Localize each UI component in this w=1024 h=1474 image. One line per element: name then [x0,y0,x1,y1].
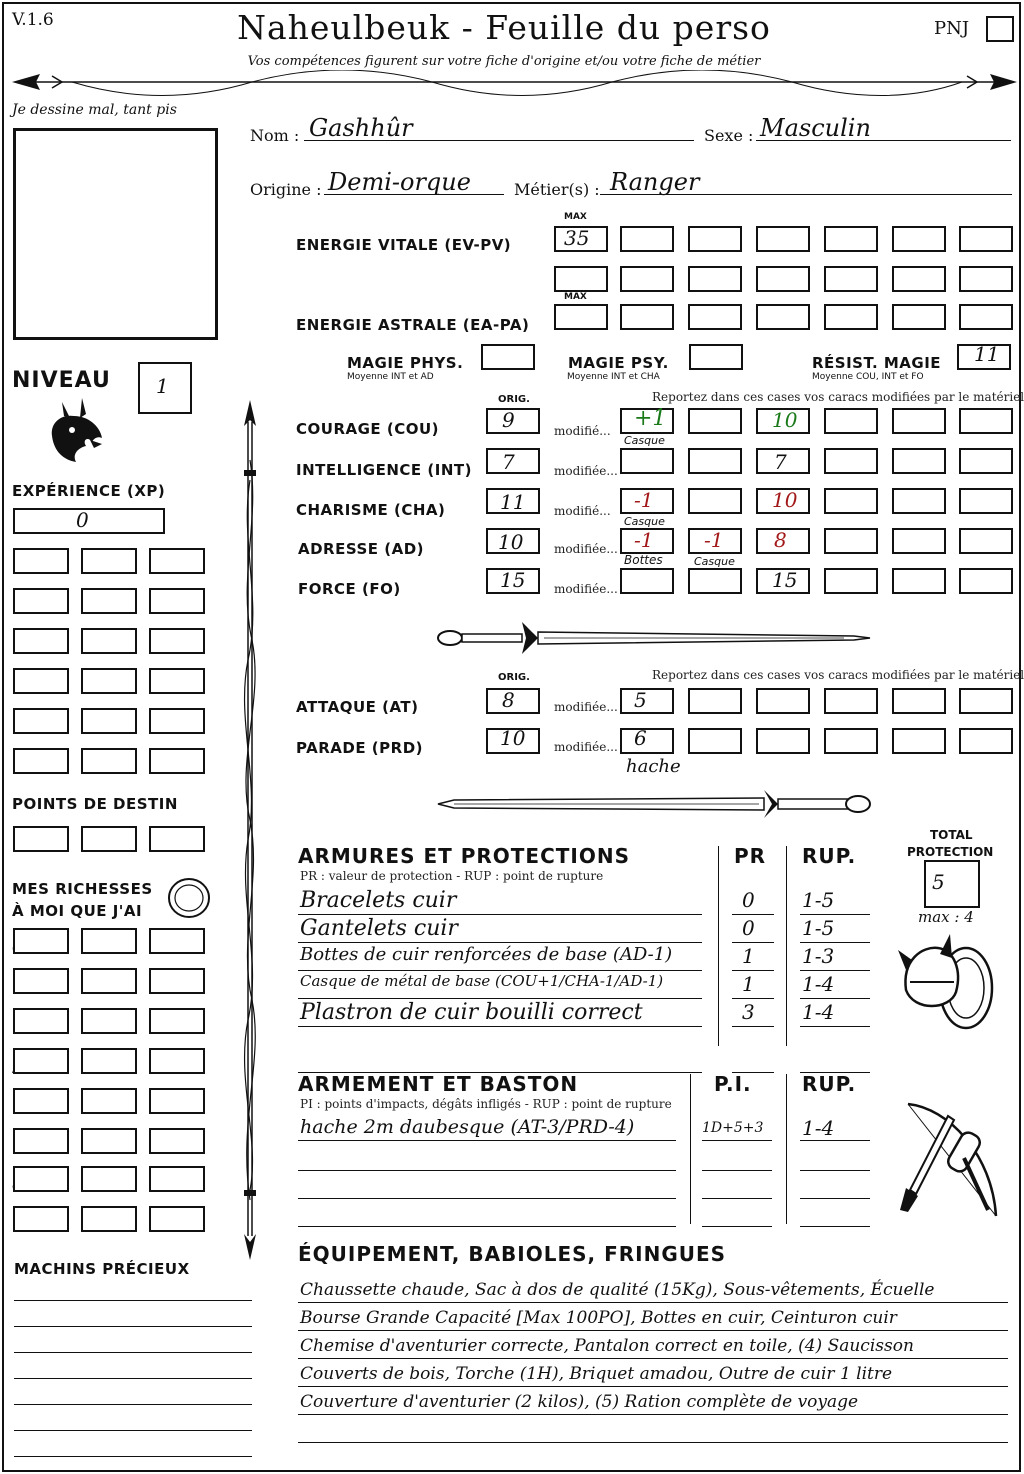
armor-divider-2 [786,846,787,1046]
wealth-box[interactable] [149,928,205,954]
total-protection-value: 5 [932,870,945,894]
combat-mod-box[interactable] [756,728,810,754]
wealth-box[interactable] [149,1048,205,1074]
wealth-box[interactable] [81,968,137,994]
ev-max-value[interactable]: 35 [564,226,590,250]
energy-box[interactable] [554,304,608,330]
weapons-icon [888,1098,1008,1222]
portrait-box[interactable] [13,128,218,340]
combat-mod-box[interactable] [824,728,878,754]
metier-value[interactable]: Ranger [610,168,700,196]
weapon-line [298,1226,676,1227]
xp-box[interactable] [149,548,205,574]
ad-mod1-note: Bottes [624,553,663,567]
ad-mod2[interactable]: -1 [704,528,724,552]
stat-mod-box[interactable] [824,488,878,514]
total-protection-max: max : 4 [918,908,974,926]
combat-mod-box[interactable] [620,728,674,754]
stat-mod-box[interactable] [824,528,878,554]
weapons-title: ARMEMENT ET BASTON [298,1072,579,1096]
character-sheet [2,2,1024,1472]
stat-mod-box[interactable] [892,528,946,554]
prd-label: PARADE (PRD) [296,739,424,757]
at-modif-label: modifiée... [554,700,618,714]
magie-phys-box[interactable] [481,344,535,370]
xp-value: 0 [76,508,89,532]
page-subtitle: Vos compétences figurent sur votre fiche d'origine et/ou votre fiche de métier [247,54,761,69]
energy-box[interactable] [756,304,810,330]
armor-rup-line [800,942,870,943]
armor-line [298,1026,702,1027]
resist-magie-label: RÉSIST. MAGIE [812,354,942,372]
stat-mod-box[interactable] [688,488,742,514]
armor-rup-line [800,1026,870,1027]
precious-line [14,1456,252,1457]
armor-item-name[interactable]: Bracelets cuir [300,888,457,913]
wealth-box[interactable] [13,1166,69,1192]
equipment-item[interactable]: Bourse Grande Capacité [Max 100PO], Bottes en cuir, Ceinturon cuir [300,1308,897,1328]
armor-line [298,942,702,943]
xp-box[interactable] [81,548,137,574]
ea-max-label: MAX [564,292,587,302]
stat-mod-box[interactable] [892,448,946,474]
wealth-box[interactable] [81,1048,137,1074]
int-mod3[interactable]: 7 [774,450,787,474]
combat-mod-box[interactable] [959,688,1013,714]
fo-modif-label: modifiée... [554,582,618,596]
xp-box[interactable] [149,588,205,614]
prd-mod1[interactable]: 6 [634,726,647,750]
wealth-box[interactable] [13,928,69,954]
richesses-label-2: À MOI QUE J'AI [12,902,143,920]
sexe-label: Sexe : [704,126,754,145]
armor-item-pr[interactable]: 1 [742,972,755,996]
combat-mod-box[interactable] [824,688,878,714]
energy-box[interactable] [620,226,674,252]
wealth-box[interactable] [13,826,69,852]
sexe-line [756,140,1011,141]
stats-report-note: Reportez dans ces cases vos caracs modifiées par le matériel [652,390,1024,404]
xp-box[interactable] [149,628,205,654]
richesses-label-1: MES RICHESSES [12,880,153,898]
armor-rup-line [800,970,870,971]
fo-mod3[interactable]: 15 [772,568,798,592]
ad-label: ADRESSE (AD) [298,540,425,558]
weapon-pi-line [702,1170,772,1171]
version-label: V.1.6 [12,10,54,30]
combat-mod-box[interactable] [892,728,946,754]
ad-mod3[interactable]: 8 [774,528,787,552]
wealth-box[interactable] [81,1206,137,1232]
energy-box[interactable] [824,304,878,330]
wealth-box[interactable] [81,1088,137,1114]
fo-orig[interactable]: 15 [500,568,526,592]
armor-item-name[interactable]: Bottes de cuir renforcées de base (AD-1) [300,944,673,965]
energy-box[interactable] [892,266,946,292]
weapons-note: PI : points d'impacts, dégâts infligés - RUP : point de rupture [300,1097,672,1111]
energy-box[interactable] [688,226,742,252]
weapon-pi-line [702,1198,772,1199]
energy-box[interactable] [959,226,1013,252]
wealth-box[interactable] [149,968,205,994]
weapon-pi-line [702,1140,772,1141]
wealth-box[interactable] [81,1128,137,1154]
cou-mod1-note: Casque [624,434,665,447]
resist-magie-value: 11 [974,342,1000,366]
prd-orig[interactable]: 10 [500,726,526,750]
ad-mod1[interactable]: -1 [634,528,654,552]
prd-modif-label: modifiée... [554,740,618,754]
xp-box[interactable] [149,748,205,774]
cha-label: CHARISME (CHA) [296,501,446,519]
weapons-divider-2 [786,1074,787,1224]
armor-rup-line [800,914,870,915]
armor-title: ARMURES ET PROTECTIONS [298,844,630,868]
wealth-box[interactable] [13,1008,69,1034]
precious-line [14,1378,252,1379]
weapon-line [298,1140,676,1141]
armor-item-name[interactable]: Casque de métal de base (COU+1/CHA-1/AD-1) [300,972,664,990]
total-protection-label-2: PROTECTION [907,845,994,859]
niveau-value: 1 [156,374,169,398]
wealth-box[interactable] [13,1128,69,1154]
energy-box[interactable] [959,304,1013,330]
equipment-line [298,1330,1008,1331]
equipment-line [298,1442,1008,1443]
stat-mod-box[interactable] [688,568,742,594]
xp-box[interactable] [13,628,69,654]
total-protection-label-1: TOTAL [930,828,973,842]
armor-item-rup[interactable]: 1-4 [802,1000,835,1024]
wealth-box[interactable] [81,1166,137,1192]
armor-item-pr[interactable]: 0 [742,888,755,912]
combat-mod-box[interactable] [688,688,742,714]
wealth-box[interactable] [149,826,205,852]
stat-mod-box[interactable] [959,448,1013,474]
wealth-box[interactable] [149,1166,205,1192]
armor-line [298,970,702,971]
helmet-shield-icon [892,930,1002,1034]
cou-orig[interactable]: 9 [502,408,515,432]
armor-item-pr[interactable]: 0 [742,916,755,940]
portrait-caption: Je dessine mal, tant pis [12,102,177,118]
energy-box[interactable] [620,266,674,292]
energy-box[interactable] [688,266,742,292]
stat-mod-box[interactable] [824,408,878,434]
armor-rup-header: RUP. [802,844,857,868]
stat-mod-box[interactable] [688,408,742,434]
combat-mod-box[interactable] [688,728,742,754]
ad-mod2-note: Casque [694,555,735,568]
wealth-box[interactable] [13,1088,69,1114]
cha-mod1[interactable]: -1 [634,488,654,512]
weapon-item-pi[interactable]: 1D+5+3 [702,1120,764,1136]
combat-mod-box[interactable] [756,688,810,714]
stat-mod-box[interactable] [620,568,674,594]
page-title: Naheulbeuk - Feuille du perso [237,8,771,47]
energy-box[interactable] [824,226,878,252]
cou-mod3[interactable]: 10 [772,408,798,432]
armor-item-name[interactable]: Gantelets cuir [300,916,458,941]
magie-psy-box[interactable] [689,344,743,370]
niveau-label: NIVEAU [12,368,111,393]
energy-box[interactable] [688,304,742,330]
equipment-item[interactable]: Couverts de bois, Torche (1H), Briquet amadou, Outre de cuir 1 litre [300,1364,893,1384]
stat-mod-box[interactable] [892,568,946,594]
xp-box[interactable] [81,588,137,614]
xp-box[interactable] [13,708,69,734]
equipment-line [298,1302,1008,1303]
energy-box[interactable] [892,226,946,252]
cha-mod3[interactable]: 10 [772,488,798,512]
arrow-divider-icon [12,70,1017,104]
armor-item-rup[interactable]: 1-5 [802,888,835,912]
armor-pr-line [732,998,774,999]
combat-mod-box[interactable] [892,688,946,714]
armor-rup-line [800,998,870,999]
cha-modif-label: modifié... [554,504,611,518]
cha-orig[interactable]: 11 [500,490,526,514]
magie-psy-label: MAGIE PSY. [568,354,669,372]
origine-value[interactable]: Demi-orque [328,168,471,196]
xp-box[interactable] [81,668,137,694]
equipment-title: ÉQUIPEMENT, BABIOLES, FRINGUES [298,1242,727,1266]
precious-line [14,1326,252,1327]
xp-box[interactable] [13,508,165,534]
stat-mod-box[interactable] [688,448,742,474]
armor-item-name[interactable]: Plastron de cuir bouilli correct [300,1000,643,1025]
weapon-rup-line [800,1170,870,1171]
wealth-box[interactable] [81,928,137,954]
resist-magie-sub: Moyenne COU, INT et FO [812,372,924,382]
armor-pr-line [732,1026,774,1027]
cha-mod1-note: Casque [624,515,665,528]
equipment-line [298,1414,1008,1415]
at-mod1[interactable]: 5 [634,688,647,712]
armor-pr-line [732,914,774,915]
combat-report-note: Reportez dans ces cases vos caracs modifiées par le matériel [652,668,1024,682]
prd-note: hache [626,756,681,777]
nom-value[interactable]: Gashhûr [309,114,413,142]
armor-item-rup[interactable]: 1-5 [802,916,835,940]
sexe-value[interactable]: Masculin [760,114,871,142]
dragon-icon [42,396,108,468]
equipment-item[interactable]: Chemise d'aventurier correcte, Pantalon correct en toile, (4) Saucisson [300,1336,914,1356]
precious-line [14,1404,252,1405]
armor-pr-line [732,970,774,971]
xp-box[interactable] [13,748,69,774]
armor-item-pr[interactable]: 3 [742,1000,755,1024]
precious-line [14,1430,252,1431]
xp-box[interactable] [13,548,69,574]
at-orig[interactable]: 8 [502,688,515,712]
equipment-line [298,1386,1008,1387]
equipment-line [298,1470,1008,1471]
fo-label: FORCE (FO) [298,580,401,598]
armor-item-pr[interactable]: 1 [742,944,755,968]
origine-line [324,194,504,195]
weapon-line [298,1170,676,1171]
sword-icon-2 [434,782,874,826]
energy-box[interactable] [824,266,878,292]
nom-label: Nom : [250,126,300,145]
wealth-box[interactable] [149,1206,205,1232]
int-modif-label: modifiée... [554,464,618,478]
energy-box[interactable] [892,304,946,330]
combat-mod-box[interactable] [959,728,1013,754]
combat-orig-label: ORIG. [498,672,530,683]
wealth-box[interactable] [81,1008,137,1034]
xp-box[interactable] [13,588,69,614]
xp-box[interactable] [149,708,205,734]
cou-mod1[interactable]: +1 [634,406,667,431]
combat-mod-box[interactable] [620,688,674,714]
magie-phys-sub: Moyenne INT et AD [347,372,434,382]
stat-mod-box[interactable] [892,408,946,434]
stat-mod-box[interactable] [959,528,1013,554]
weapon-rup-line [800,1198,870,1199]
stat-mod-box[interactable] [892,488,946,514]
pnj-label: PNJ [934,18,970,39]
wealth-box[interactable] [149,1008,205,1034]
wealth-box[interactable] [13,968,69,994]
xp-box[interactable] [81,748,137,774]
wealth-box[interactable] [149,1088,205,1114]
sword-icon [434,616,874,660]
wealth-box[interactable] [81,826,137,852]
stat-mod-box[interactable] [620,448,674,474]
machins-precieux-label: MACHINS PRÉCIEUX [14,1260,190,1278]
xp-box[interactable] [149,668,205,694]
armor-item-rup[interactable]: 1-3 [802,944,835,968]
int-orig[interactable]: 7 [502,450,515,474]
ea-label: ENERGIE ASTRALE (EA-PA) [296,316,530,334]
weapon-pi-line [702,1226,772,1227]
energy-box[interactable] [756,226,810,252]
precious-line [14,1300,252,1301]
stats-orig-label: ORIG. [498,394,530,405]
armor-line [298,914,702,915]
stat-mod-box[interactable] [959,568,1013,594]
destin-label: POINTS DE DESTIN [12,795,178,813]
metier-label: Métier(s) : [514,180,600,199]
nom-line [304,140,694,141]
energy-box[interactable] [959,266,1013,292]
wealth-box[interactable] [13,1206,69,1232]
weapons-divider-1 [690,1074,691,1224]
equipment-item[interactable]: Couverture d'aventurier (2 kilos), (5) Ration complète de voyage [300,1392,859,1412]
ev-label: ENERGIE VITALE (EV-PV) [296,236,512,254]
xp-box[interactable] [13,668,69,694]
stat-mod-box[interactable] [959,408,1013,434]
wealth-box[interactable] [13,1048,69,1074]
staff-icon [230,400,270,1260]
ev-max-label: MAX [564,212,587,222]
armor-pr-line [732,942,774,943]
energy-box[interactable] [554,266,608,292]
armor-line [298,998,702,999]
weapon-line [298,1198,676,1199]
stat-mod-box[interactable] [824,568,878,594]
xp-box[interactable] [81,628,137,654]
xp-box[interactable] [81,708,137,734]
stat-mod-box[interactable] [824,448,878,474]
equipment-line [298,1358,1008,1359]
coin-icon [166,876,212,920]
equipment-item[interactable]: Chaussette chaude, Sac à dos de qualité (15Kg), Sous-vêtements, Écuelle [300,1280,935,1300]
cou-modif-label: modifié... [554,424,611,438]
armor-pr-header: PR [734,844,767,868]
origine-label: Origine : [250,180,322,199]
armor-item-rup[interactable]: 1-4 [802,972,835,996]
weapons-rup-header: RUP. [802,1072,857,1096]
wealth-box[interactable] [149,1128,205,1154]
armor-divider-1 [718,846,719,1046]
weapon-rup-line [800,1140,870,1141]
energy-box[interactable] [620,304,674,330]
weapon-rup-line [800,1226,870,1227]
armor-note: PR : valeur de protection - RUP : point de rupture [300,869,604,883]
weapon-item-name[interactable]: hache 2m daubesque (AT-3/PRD-4) [300,1116,635,1138]
magie-phys-label: MAGIE PHYS. [347,354,464,372]
stat-mod-box[interactable] [959,488,1013,514]
weapons-pi-header: P.I. [714,1072,752,1096]
ad-orig[interactable]: 10 [498,530,524,554]
pnj-checkbox[interactable] [986,16,1014,42]
xp-label: EXPÉRIENCE (XP) [12,482,166,500]
weapon-item-rup[interactable]: 1-4 [802,1116,835,1140]
precious-line [14,1352,252,1353]
cou-label: COURAGE (COU) [296,420,440,438]
ad-modif-label: modifiée... [554,542,618,556]
magie-psy-sub: Moyenne INT et CHA [567,372,660,382]
metier-line [600,194,1012,195]
energy-box[interactable] [756,266,810,292]
at-label: ATTAQUE (AT) [296,698,419,716]
int-label: INTELLIGENCE (INT) [296,461,472,479]
